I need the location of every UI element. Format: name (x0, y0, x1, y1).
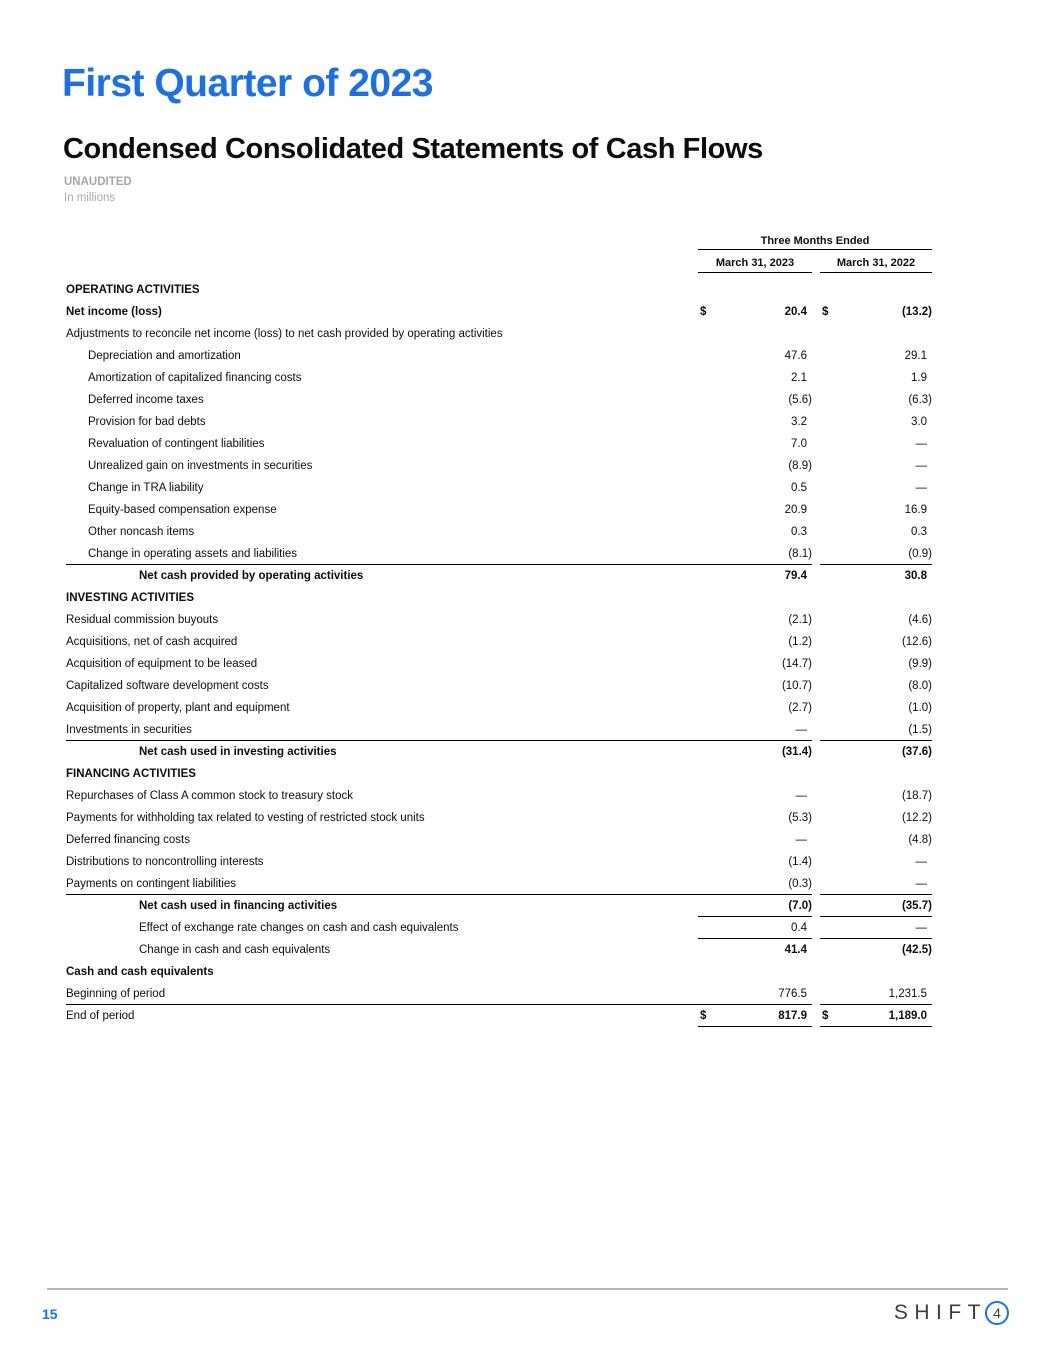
cell-value: 7.0 (791, 438, 807, 450)
cell-value: (42.5) (901, 944, 932, 956)
value-2022 (820, 675, 932, 697)
table-row (66, 939, 932, 961)
value-2023 (698, 279, 812, 301)
column-gutter (812, 675, 820, 697)
cell-value: — (915, 877, 927, 890)
value-2022 (820, 785, 932, 807)
row-label: INVESTING ACTIVITIES (66, 592, 195, 604)
value-2022 (820, 499, 932, 521)
row-label: Other noncash items (88, 526, 195, 538)
cell-value: 776.5 (778, 987, 807, 1000)
column-gutter (812, 565, 820, 587)
value-2023 (698, 631, 812, 653)
value-2022 (820, 1005, 932, 1027)
cell-value: — (795, 723, 807, 736)
value-2022 (820, 983, 932, 1005)
unaudited-label: UNAUDITED (64, 176, 132, 188)
row-label: Net cash used in investing activities (139, 746, 337, 758)
column-gutter (812, 873, 820, 895)
table-row (66, 565, 932, 587)
cell-value: (10.7) (781, 680, 812, 692)
table-row (66, 1005, 932, 1027)
cell-value: (5.3) (788, 812, 812, 824)
table-row (66, 741, 932, 763)
cell-value: 3.0 (911, 416, 927, 428)
value-2022 (820, 961, 932, 983)
row-label: Capitalized software development costs (66, 680, 269, 692)
value-2022 (820, 433, 932, 455)
value-2023 (698, 961, 812, 983)
cell-value: — (915, 438, 927, 450)
value-2022 (820, 301, 932, 323)
value-2022 (820, 477, 932, 499)
column-gutter (812, 543, 820, 565)
value-2023 (698, 323, 812, 345)
cell-value: (0.3) (788, 877, 812, 890)
units-label: In millions (64, 192, 116, 204)
table-row (66, 851, 932, 873)
table-row (66, 279, 932, 301)
value-2023 (698, 301, 812, 323)
value-2022 (820, 389, 932, 411)
cell-value: (1.5) (908, 723, 932, 736)
column-gutter (812, 741, 820, 763)
cell-value: — (915, 856, 927, 868)
table-row (66, 521, 932, 543)
column-gutter (812, 895, 820, 917)
table-row (66, 653, 932, 675)
value-2023 (698, 609, 812, 631)
column-gutter (812, 455, 820, 477)
dollar-sign: $ (700, 1009, 707, 1022)
dollar-sign: $ (700, 306, 707, 318)
value-2023 (698, 653, 812, 675)
value-2023 (698, 829, 812, 851)
cell-value: — (915, 460, 927, 472)
value-2022 (820, 719, 932, 741)
column-gutter (812, 389, 820, 411)
value-2023 (698, 675, 812, 697)
column-gutter (812, 763, 820, 785)
value-2022 (820, 939, 932, 961)
table-row (66, 983, 932, 1005)
column-gutter (812, 697, 820, 719)
table-row (66, 455, 932, 477)
page-number: 15 (42, 1306, 58, 1322)
cell-value: 20.4 (784, 306, 807, 318)
cell-value: 29.1 (904, 350, 927, 362)
value-2022 (820, 895, 932, 917)
cell-value: (31.4) (781, 746, 812, 758)
column-gutter (812, 983, 820, 1005)
value-2022 (820, 565, 932, 587)
dollar-sign: $ (822, 306, 829, 318)
column-gutter (812, 939, 820, 961)
cell-value: (2.1) (788, 614, 812, 626)
value-2023 (698, 411, 812, 433)
value-2023 (698, 389, 812, 411)
cell-value: (5.6) (788, 394, 812, 406)
table-row (66, 411, 932, 433)
column-header-2022: March 31, 2022 (820, 250, 932, 273)
column-gutter (812, 323, 820, 345)
row-label: Beginning of period (66, 983, 698, 1005)
value-2023 (698, 433, 812, 455)
cell-value: (7.0) (788, 899, 812, 912)
shift4-logo-text: SHIFT (893, 1301, 987, 1324)
shift4-logo-circle-4: 4 (985, 1301, 1009, 1325)
cell-value: — (915, 921, 927, 934)
value-2023 (698, 1005, 812, 1027)
table-row (66, 433, 932, 455)
value-2023 (698, 587, 812, 609)
header-spacer (66, 231, 698, 250)
value-2023 (698, 917, 812, 939)
column-gutter (812, 807, 820, 829)
value-2022 (820, 697, 932, 719)
value-2022 (820, 807, 932, 829)
row-label: Effect of exchange rate changes on cash and cash equivalents (139, 922, 459, 934)
column-gutter (812, 587, 820, 609)
value-2022 (820, 323, 932, 345)
table-row (66, 895, 932, 917)
cell-value: (0.9) (908, 547, 932, 560)
cell-value: 20.9 (784, 504, 807, 516)
cell-value: (4.6) (908, 614, 932, 626)
value-2023 (698, 763, 812, 785)
cash-flow-table (66, 231, 932, 1027)
value-2023 (698, 455, 812, 477)
value-2023 (698, 983, 812, 1005)
table-row (66, 807, 932, 829)
value-2022 (820, 279, 932, 301)
column-gutter (812, 961, 820, 983)
value-2022 (820, 411, 932, 433)
row-label: Investments in securities (66, 719, 698, 741)
row-label: Deferred financing costs (66, 834, 191, 846)
cell-value: 30.8 (904, 570, 927, 582)
cell-value: (12.6) (901, 636, 932, 648)
row-label: Payments on contingent liabilities (66, 873, 698, 895)
value-2023 (698, 565, 812, 587)
value-2023 (698, 895, 812, 917)
cell-value: (8.0) (908, 680, 932, 692)
statement-title: Condensed Consolidated Statements of Cash Flows (63, 133, 763, 165)
row-label: Acquisition of equipment to be leased (66, 658, 258, 670)
cash-flow-rows (66, 279, 932, 1027)
page-title: First Quarter of 2023 (62, 62, 433, 105)
value-2022 (820, 653, 932, 675)
table-row (66, 477, 932, 499)
row-label: FINANCING ACTIVITIES (66, 768, 196, 780)
row-label: Depreciation and amortization (88, 350, 241, 362)
value-2023 (698, 851, 812, 873)
cell-value: 1,231.5 (888, 987, 927, 1000)
column-gutter (812, 851, 820, 873)
cell-value: 2.1 (791, 372, 807, 384)
column-gutter (812, 250, 820, 273)
row-label: Unrealized gain on investments in securities (88, 460, 313, 472)
table-row (66, 609, 932, 631)
value-2023 (698, 543, 812, 565)
table-row (66, 301, 932, 323)
table-row (66, 873, 932, 895)
column-gutter (812, 345, 820, 367)
table-row (66, 323, 932, 345)
column-gutter (812, 917, 820, 939)
column-gutter (812, 367, 820, 389)
cell-value: (1.2) (788, 636, 812, 648)
column-gutter (812, 411, 820, 433)
table-row (66, 367, 932, 389)
cell-value: 3.2 (791, 416, 807, 428)
cell-value: 0.3 (911, 526, 927, 538)
cell-value: 0.4 (791, 921, 807, 934)
row-label: Acquisitions, net of cash acquired (66, 636, 238, 648)
table-row (66, 917, 932, 939)
column-gutter (812, 631, 820, 653)
column-gutter (812, 719, 820, 741)
value-2022 (820, 631, 932, 653)
cell-value: (4.8) (908, 834, 932, 846)
value-2023 (698, 367, 812, 389)
value-2022 (820, 543, 932, 565)
cell-value: 16.9 (904, 504, 927, 516)
table-row (66, 829, 932, 851)
value-2022 (820, 917, 932, 939)
column-gutter (812, 829, 820, 851)
value-2023 (698, 697, 812, 719)
table-period-header-row (66, 231, 932, 250)
cell-value: (1.4) (788, 856, 812, 868)
value-2022 (820, 367, 932, 389)
value-2023 (698, 807, 812, 829)
value-2022 (820, 587, 932, 609)
cell-value: (12.2) (901, 812, 932, 824)
value-2023 (698, 521, 812, 543)
row-label: Adjustments to reconcile net income (loss) to net cash provided by operating activities (66, 328, 503, 340)
cell-value: (8.1) (788, 547, 812, 560)
cell-value: (37.6) (901, 746, 932, 758)
value-2022 (820, 741, 932, 763)
value-2022 (820, 345, 932, 367)
column-gutter (812, 653, 820, 675)
table-row (66, 697, 932, 719)
row-label: Revaluation of contingent liabilities (88, 438, 265, 450)
value-2023 (698, 719, 812, 741)
value-2022 (820, 851, 932, 873)
row-label: Equity-based compensation expense (88, 504, 277, 516)
row-label: Provision for bad debts (88, 416, 206, 428)
footer-divider (47, 1288, 1008, 1290)
row-label: Change in cash and cash equivalents (139, 944, 331, 956)
value-2023 (698, 785, 812, 807)
value-2023 (698, 873, 812, 895)
value-2023 (698, 939, 812, 961)
column-gutter (812, 785, 820, 807)
cell-value: 47.6 (784, 350, 807, 362)
cell-value: 79.4 (784, 570, 807, 582)
row-label: Net cash used in financing activities (139, 900, 338, 912)
table-row (66, 785, 932, 807)
cell-value: (6.3) (908, 394, 932, 406)
table-row (66, 961, 932, 983)
cell-value: (8.9) (788, 460, 812, 472)
table-row (66, 587, 932, 609)
value-2022 (820, 455, 932, 477)
cell-value: — (915, 482, 927, 494)
table-row (66, 345, 932, 367)
row-label: Net cash provided by operating activities (139, 570, 364, 582)
row-label: Amortization of capitalized financing costs (88, 372, 302, 384)
cell-value: (1.0) (908, 702, 932, 714)
shift4-logo (894, 1301, 1009, 1325)
column-gutter (812, 521, 820, 543)
value-2022 (820, 763, 932, 785)
column-gutter (812, 433, 820, 455)
cell-value: (14.7) (781, 658, 812, 670)
cell-value: — (795, 834, 807, 846)
row-label: Change in TRA liability (88, 482, 204, 494)
column-gutter (812, 1005, 820, 1027)
row-label: End of period (66, 1010, 135, 1022)
row-label: Acquisition of property, plant and equipment (66, 702, 290, 714)
row-label: Payments for withholding tax related to vesting of restricted stock units (66, 812, 425, 824)
cell-value: (18.7) (901, 790, 932, 802)
table-row (66, 389, 932, 411)
dollar-sign: $ (822, 1009, 829, 1022)
value-2023 (698, 499, 812, 521)
cell-value: (9.9) (908, 658, 932, 670)
cell-value: 41.4 (784, 944, 807, 956)
table-column-header-row (66, 250, 932, 273)
row-label: Deferred income taxes (88, 394, 204, 406)
value-2022 (820, 829, 932, 851)
column-gutter (812, 279, 820, 301)
table-row (66, 763, 932, 785)
table-row (66, 675, 932, 697)
column-gutter (812, 499, 820, 521)
column-gutter (812, 301, 820, 323)
cell-value: (35.7) (901, 899, 932, 912)
column-gutter (812, 609, 820, 631)
cell-value: 0.5 (791, 482, 807, 494)
row-label: Change in operating assets and liabilities (66, 543, 698, 565)
table-row (66, 499, 932, 521)
column-gutter (812, 477, 820, 499)
cell-value: (13.2) (901, 306, 932, 318)
row-label: Distributions to noncontrolling interests (66, 856, 264, 868)
value-2023 (698, 741, 812, 763)
cell-value: 0.3 (791, 526, 807, 538)
table-row (66, 631, 932, 653)
value-2023 (698, 345, 812, 367)
cell-value: 1.9 (911, 372, 927, 384)
cell-value: — (795, 790, 807, 802)
cell-value: 1,189.0 (888, 1009, 927, 1022)
value-2022 (820, 873, 932, 895)
header-spacer (66, 250, 698, 273)
column-header-2023: March 31, 2023 (698, 250, 812, 273)
row-label: Residual commission buyouts (66, 614, 219, 626)
row-label: Repurchases of Class A common stock to treasury stock (66, 790, 353, 802)
row-label: Net income (loss) (66, 306, 162, 318)
cell-value: 817.9 (778, 1009, 807, 1022)
cell-value: (2.7) (788, 702, 812, 714)
value-2022 (820, 609, 932, 631)
value-2023 (698, 477, 812, 499)
period-header: Three Months Ended (698, 231, 932, 250)
row-label: Cash and cash equivalents (66, 966, 214, 978)
value-2022 (820, 521, 932, 543)
row-label: OPERATING ACTIVITIES (66, 284, 200, 296)
table-row (66, 543, 932, 565)
table-row (66, 719, 932, 741)
